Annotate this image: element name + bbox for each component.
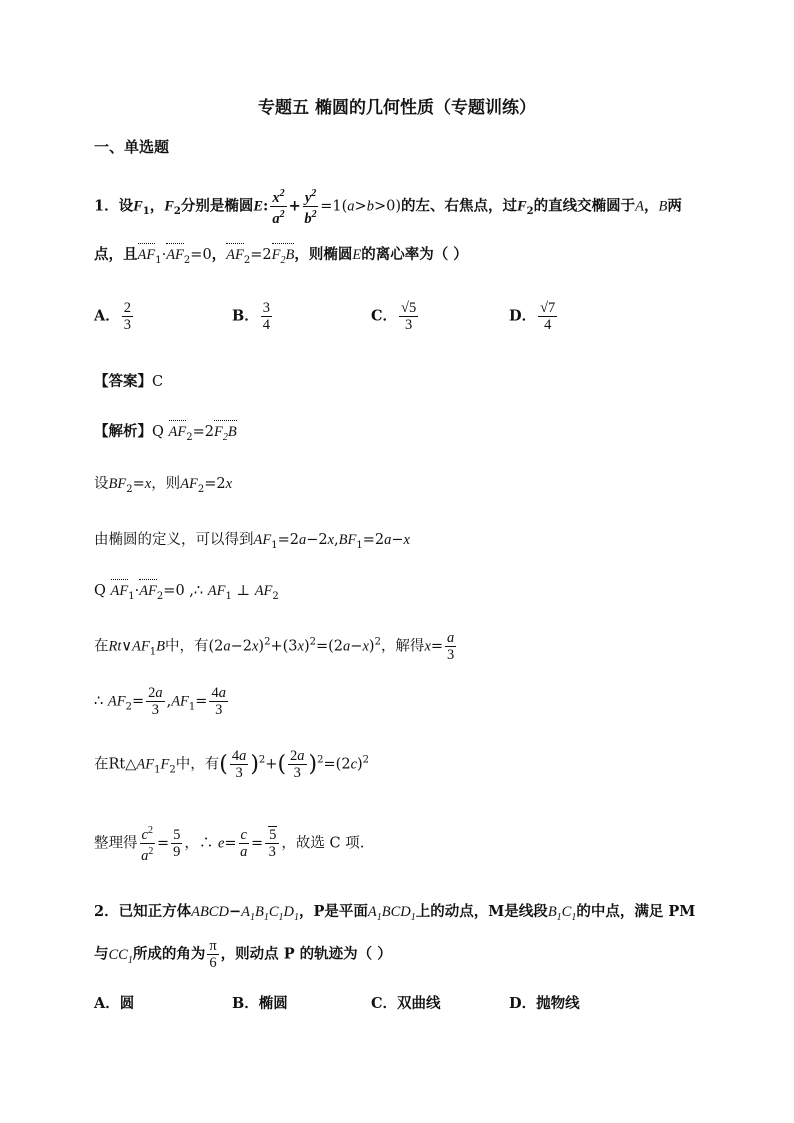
q1-option-a[interactable]: A． $\frac{2}{3}$: [94, 300, 132, 333]
q1-analysis-line1: 【解析】Q $AF_2=2F_2B$: [94, 423, 237, 443]
q1-line1: 1．设$F_1$，$F_2$分别是椭圆E: $\frac{x^2}{a^2}$ + $\frac{y^2}{b^2}$ =1(a>b>0)的左、右焦点，过$F_2$的直线交椭圆于A，B两: [94, 188, 682, 227]
q1-analysis-line4: Q $AF_1\cdot AF_2=0$ ,∴ $AF_1$ ⊥ $AF_2$: [94, 583, 279, 602]
q1-answer: 【答案】C: [94, 373, 164, 390]
q2-line2: 与$CC_1$所成的角为 $\frac{\pi}{6}$ ，则动点 P 的轨迹为（ ）: [94, 938, 392, 971]
q1-option-d[interactable]: D． $\frac{√7}{4}$: [509, 300, 556, 333]
q2-option-a[interactable]: A．圆: [94, 995, 135, 1012]
q1-line2: 点，且$AF_1\cdot AF_2=0$，$AF_2=2F_2B$，则椭圆E的离心率为（ ）: [94, 246, 468, 266]
q1-option-c[interactable]: C． $\frac{√5}{3}$: [371, 300, 417, 333]
q1-number: 1．: [94, 197, 119, 215]
q1-analysis-line3: 由椭圆的定义，可以得到$AF_1=2a-2x,BF_1=2a-x$: [94, 532, 410, 551]
q1-analysis-line6: ∴ $AF_2=$ $\frac{2a}{3}$ $,AF_1=$ $\frac{4a}{3}$: [94, 685, 226, 718]
q2-option-c[interactable]: C．双曲线: [371, 995, 441, 1012]
q1-analysis-line5: 在$Rt\vee AF_1B$中，有$(2a-2x)^2+(3x)^2=(2a-x)^2$，解得x= $\frac{a}{3}$: [94, 630, 455, 663]
q1-analysis-line8: 整理得 $\frac{c^2}{a^2}$ = $\frac{5}{9}$ ，∴ e= $\frac{c}{a}$ = $\frac{5}{3}$ ，故选 C 项.: [94, 825, 365, 864]
q2-number: 2．: [94, 903, 119, 920]
x2-over-a2: $\frac{x^2}{a^2}$: [272, 188, 285, 227]
q2-option-b[interactable]: B．椭圆: [232, 995, 288, 1012]
q1-analysis-line7: 在$Rt\triangle AF_1F_2$中，有( $\frac{4a}{3}$ )$^2$+( $\frac{2a}{3}$ )$^2=(2c)^2$: [94, 748, 370, 781]
section-heading: 一、单选题: [94, 138, 170, 156]
y2-over-b2: $\frac{y^2}{b^2}$: [304, 188, 317, 227]
q2-option-d[interactable]: D．抛物线: [509, 995, 580, 1012]
page-title: 专题五 椭圆的几何性质（专题训练）: [258, 98, 536, 118]
q1-analysis-line2: 设$BF_2=x$，则$AF_2=2x$: [94, 476, 233, 495]
q1-option-b[interactable]: B． $\frac{3}{4}$: [232, 300, 271, 333]
q2-line1: 2．已知正方体$ABCD-A_1B_1C_1D_1$，P是平面$A_1BCD_1$上的动点，M是线段$B_1C_1$的中点，满足 PM: [94, 903, 696, 923]
